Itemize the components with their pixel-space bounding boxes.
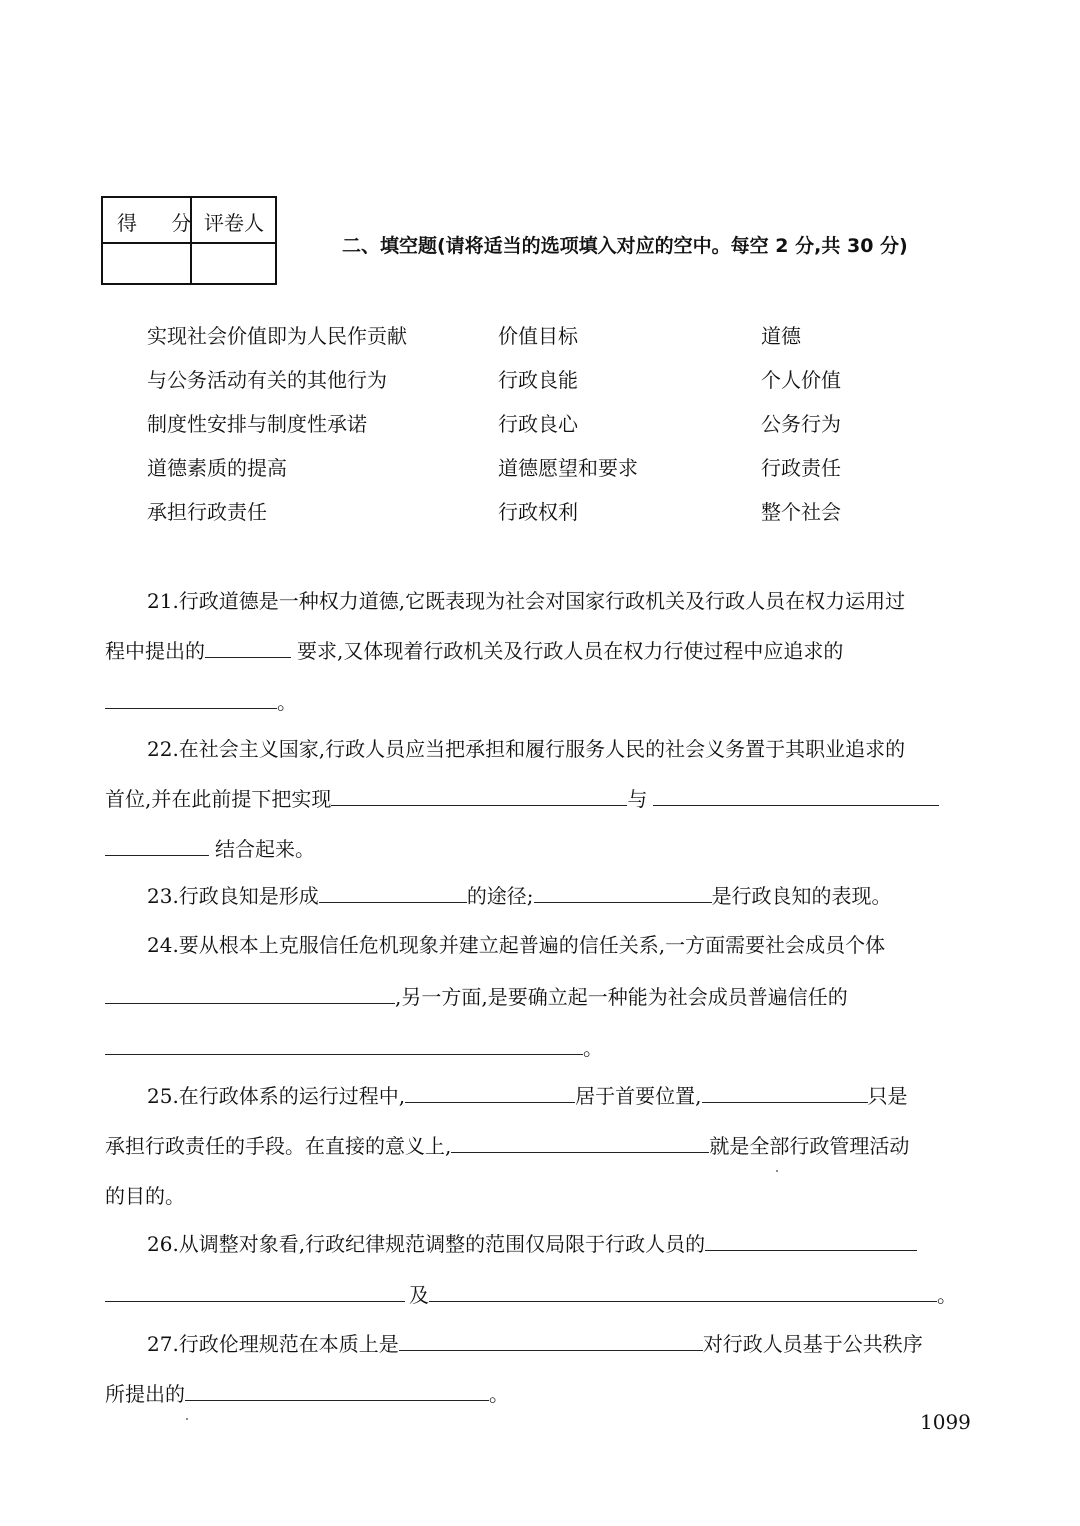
question-line xyxy=(147,1080,977,1109)
question-line xyxy=(105,635,977,664)
question-text: 居于首要位置, xyxy=(575,1084,702,1108)
option-item: 整个社会 xyxy=(761,500,841,524)
question-line xyxy=(105,833,977,862)
question-text: 21.行政道德是一种权力道德,它既表现为社会对国家行政机关及行政人员在权力运用过 xyxy=(147,589,906,613)
option-item: 道德素质的提高 xyxy=(147,456,287,480)
answer-blank[interactable] xyxy=(399,1330,703,1351)
question-text: 要求,又体现着行政机关及行政人员在权力行使过程中应追求的 xyxy=(297,639,844,663)
answer-blank[interactable] xyxy=(105,1281,405,1302)
question-text: 23.行政良知是形成 xyxy=(147,884,319,908)
question-text: 22.在社会主义国家,行政人员应当把承担和履行服务人民的社会义务置于其职业追求的 xyxy=(147,737,906,761)
scan-speck xyxy=(186,1418,188,1420)
question-line xyxy=(105,1032,977,1061)
grader-label: 评卷人 xyxy=(204,211,264,235)
answer-blank[interactable] xyxy=(205,637,291,658)
option-item: 公务行为 xyxy=(761,412,841,436)
question-text: 所提出的 xyxy=(105,1382,185,1406)
question-text: 。 xyxy=(583,1036,603,1060)
answer-blank[interactable] xyxy=(105,688,277,709)
question-text: 程中提出的 xyxy=(105,639,205,663)
answer-blank[interactable] xyxy=(405,1082,575,1103)
question-text: 。 xyxy=(937,1283,957,1307)
question-23 xyxy=(147,880,977,909)
answer-blank[interactable] xyxy=(105,1034,583,1055)
question-text: 承担行政责任的手段。在直接的意义上, xyxy=(105,1134,452,1158)
question-line xyxy=(105,1130,977,1159)
question-text: 26.从调整对象看,行政纪律规范调整的范围仅局限于行政人员的 xyxy=(147,1232,706,1256)
answer-blank[interactable] xyxy=(534,882,712,903)
question-text: 对行政人员基于公共秩序 xyxy=(702,1332,923,1356)
question-text: 结合起来。 xyxy=(215,837,315,861)
question-text: ,另一方面,是要确立起一种能为社会成员普遍信任的 xyxy=(395,985,848,1009)
question-text: 。 xyxy=(277,690,297,714)
question-line xyxy=(105,686,977,715)
answer-blank[interactable] xyxy=(653,785,939,806)
answer-blank[interactable] xyxy=(331,785,627,806)
question-text: 只是 xyxy=(867,1084,908,1108)
question-line xyxy=(147,1328,977,1357)
answer-blank[interactable] xyxy=(702,1082,868,1103)
option-item: 行政良心 xyxy=(498,412,578,436)
option-item: 价值目标 xyxy=(498,324,578,348)
answer-blank[interactable] xyxy=(105,983,395,1004)
answer-blank[interactable] xyxy=(451,1132,709,1153)
option-item: 制度性安排与制度性承诺 xyxy=(147,412,367,436)
answer-blank[interactable] xyxy=(705,1230,917,1251)
answer-blank[interactable] xyxy=(185,1380,489,1401)
answer-blank[interactable] xyxy=(105,835,209,856)
score-label: 得 分 xyxy=(117,211,206,235)
option-item: 道德愿望和要求 xyxy=(498,456,638,480)
answer-blank[interactable] xyxy=(429,1281,937,1302)
question-text: 24.要从根本上克服信任危机现象并建立起普遍的信任关系,一方面需要社会成员个体 xyxy=(147,933,886,957)
option-item: 与公务活动有关的其他行为 xyxy=(147,368,387,392)
option-item: 行政良能 xyxy=(498,368,578,392)
option-item: 承担行政责任 xyxy=(147,500,267,524)
score-table xyxy=(101,196,277,285)
question-line xyxy=(105,1279,977,1308)
option-item: 道德 xyxy=(761,324,801,348)
page-number: 1099 xyxy=(920,1410,971,1434)
question-line xyxy=(105,1378,977,1407)
option-item: 行政权利 xyxy=(498,500,578,524)
question-line xyxy=(105,783,977,812)
option-item: 实现社会价值即为人民作贡献 xyxy=(147,324,407,348)
question-text: 的目的。 xyxy=(105,1184,185,1208)
question-text: 27.行政伦理规范在本质上是 xyxy=(147,1332,399,1356)
question-text: 的途径; xyxy=(466,884,534,908)
option-item: 行政责任 xyxy=(761,456,841,480)
question-text: 是行政良知的表现。 xyxy=(711,884,892,908)
question-text: 就是全部行政管理活动 xyxy=(709,1134,910,1158)
table-divider xyxy=(103,242,275,244)
question-line xyxy=(147,1228,987,1257)
question-text: 与 xyxy=(627,787,648,811)
answer-blank[interactable] xyxy=(319,882,467,903)
scan-speck xyxy=(776,1170,778,1172)
question-text: 。 xyxy=(489,1382,509,1406)
question-line xyxy=(105,981,977,1010)
question-text: 25.在行政体系的运行过程中, xyxy=(147,1084,406,1108)
section-title: 二、填空题(请将适当的选项填入对应的空中。每空 2 分,共 30 分) xyxy=(342,235,908,257)
question-text: 及 xyxy=(409,1283,429,1307)
option-item: 个人价值 xyxy=(761,368,841,392)
question-text: 首位,并在此前提下把实现 xyxy=(105,787,332,811)
